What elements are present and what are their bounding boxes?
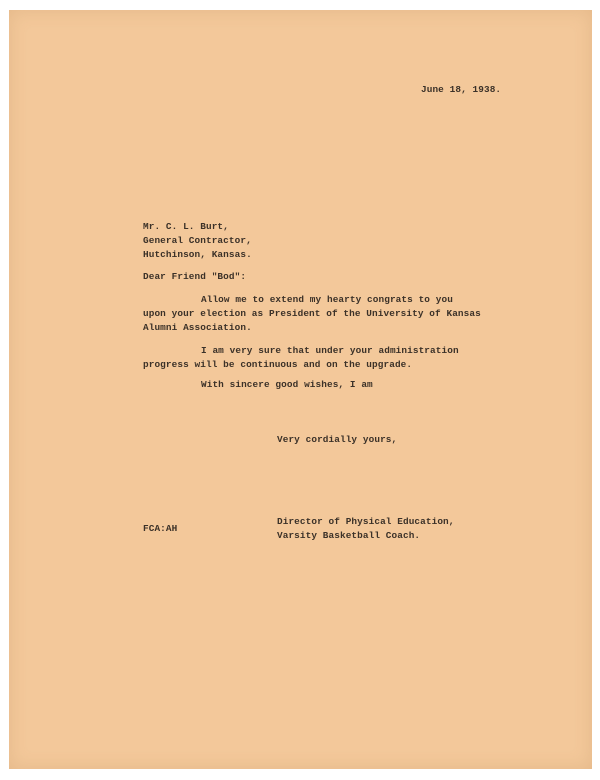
recipient-title: General Contractor,: [143, 235, 252, 246]
body-paragraph-2-line-1: I am very sure that under your administration: [201, 345, 459, 356]
signature-title-line-2: Varsity Basketball Coach.: [277, 530, 421, 541]
salutation: Dear Friend "Bod":: [143, 271, 247, 282]
body-paragraph-1-line-1: Allow me to extend my hearty congrats to you: [201, 294, 453, 305]
body-paragraph-1-line-2: upon your election as President of the University of Kansas: [143, 308, 481, 319]
body-paragraph-1-line-3: Alumni Association.: [143, 322, 252, 333]
complimentary-closing: Very cordially yours,: [277, 434, 398, 445]
reference-initials: FCA:AH: [143, 523, 178, 534]
letter-date: June 18, 1938.: [421, 84, 502, 95]
body-paragraph-2-line-2: progress will be continuous and on the upgrade.: [143, 359, 413, 370]
recipient-city: Hutchinson, Kansas.: [143, 249, 252, 260]
body-paragraph-3: With sincere good wishes, I am: [201, 379, 373, 390]
recipient-name: Mr. C. L. Burt,: [143, 221, 229, 232]
signature-title-line-1: Director of Physical Education,: [277, 516, 455, 527]
